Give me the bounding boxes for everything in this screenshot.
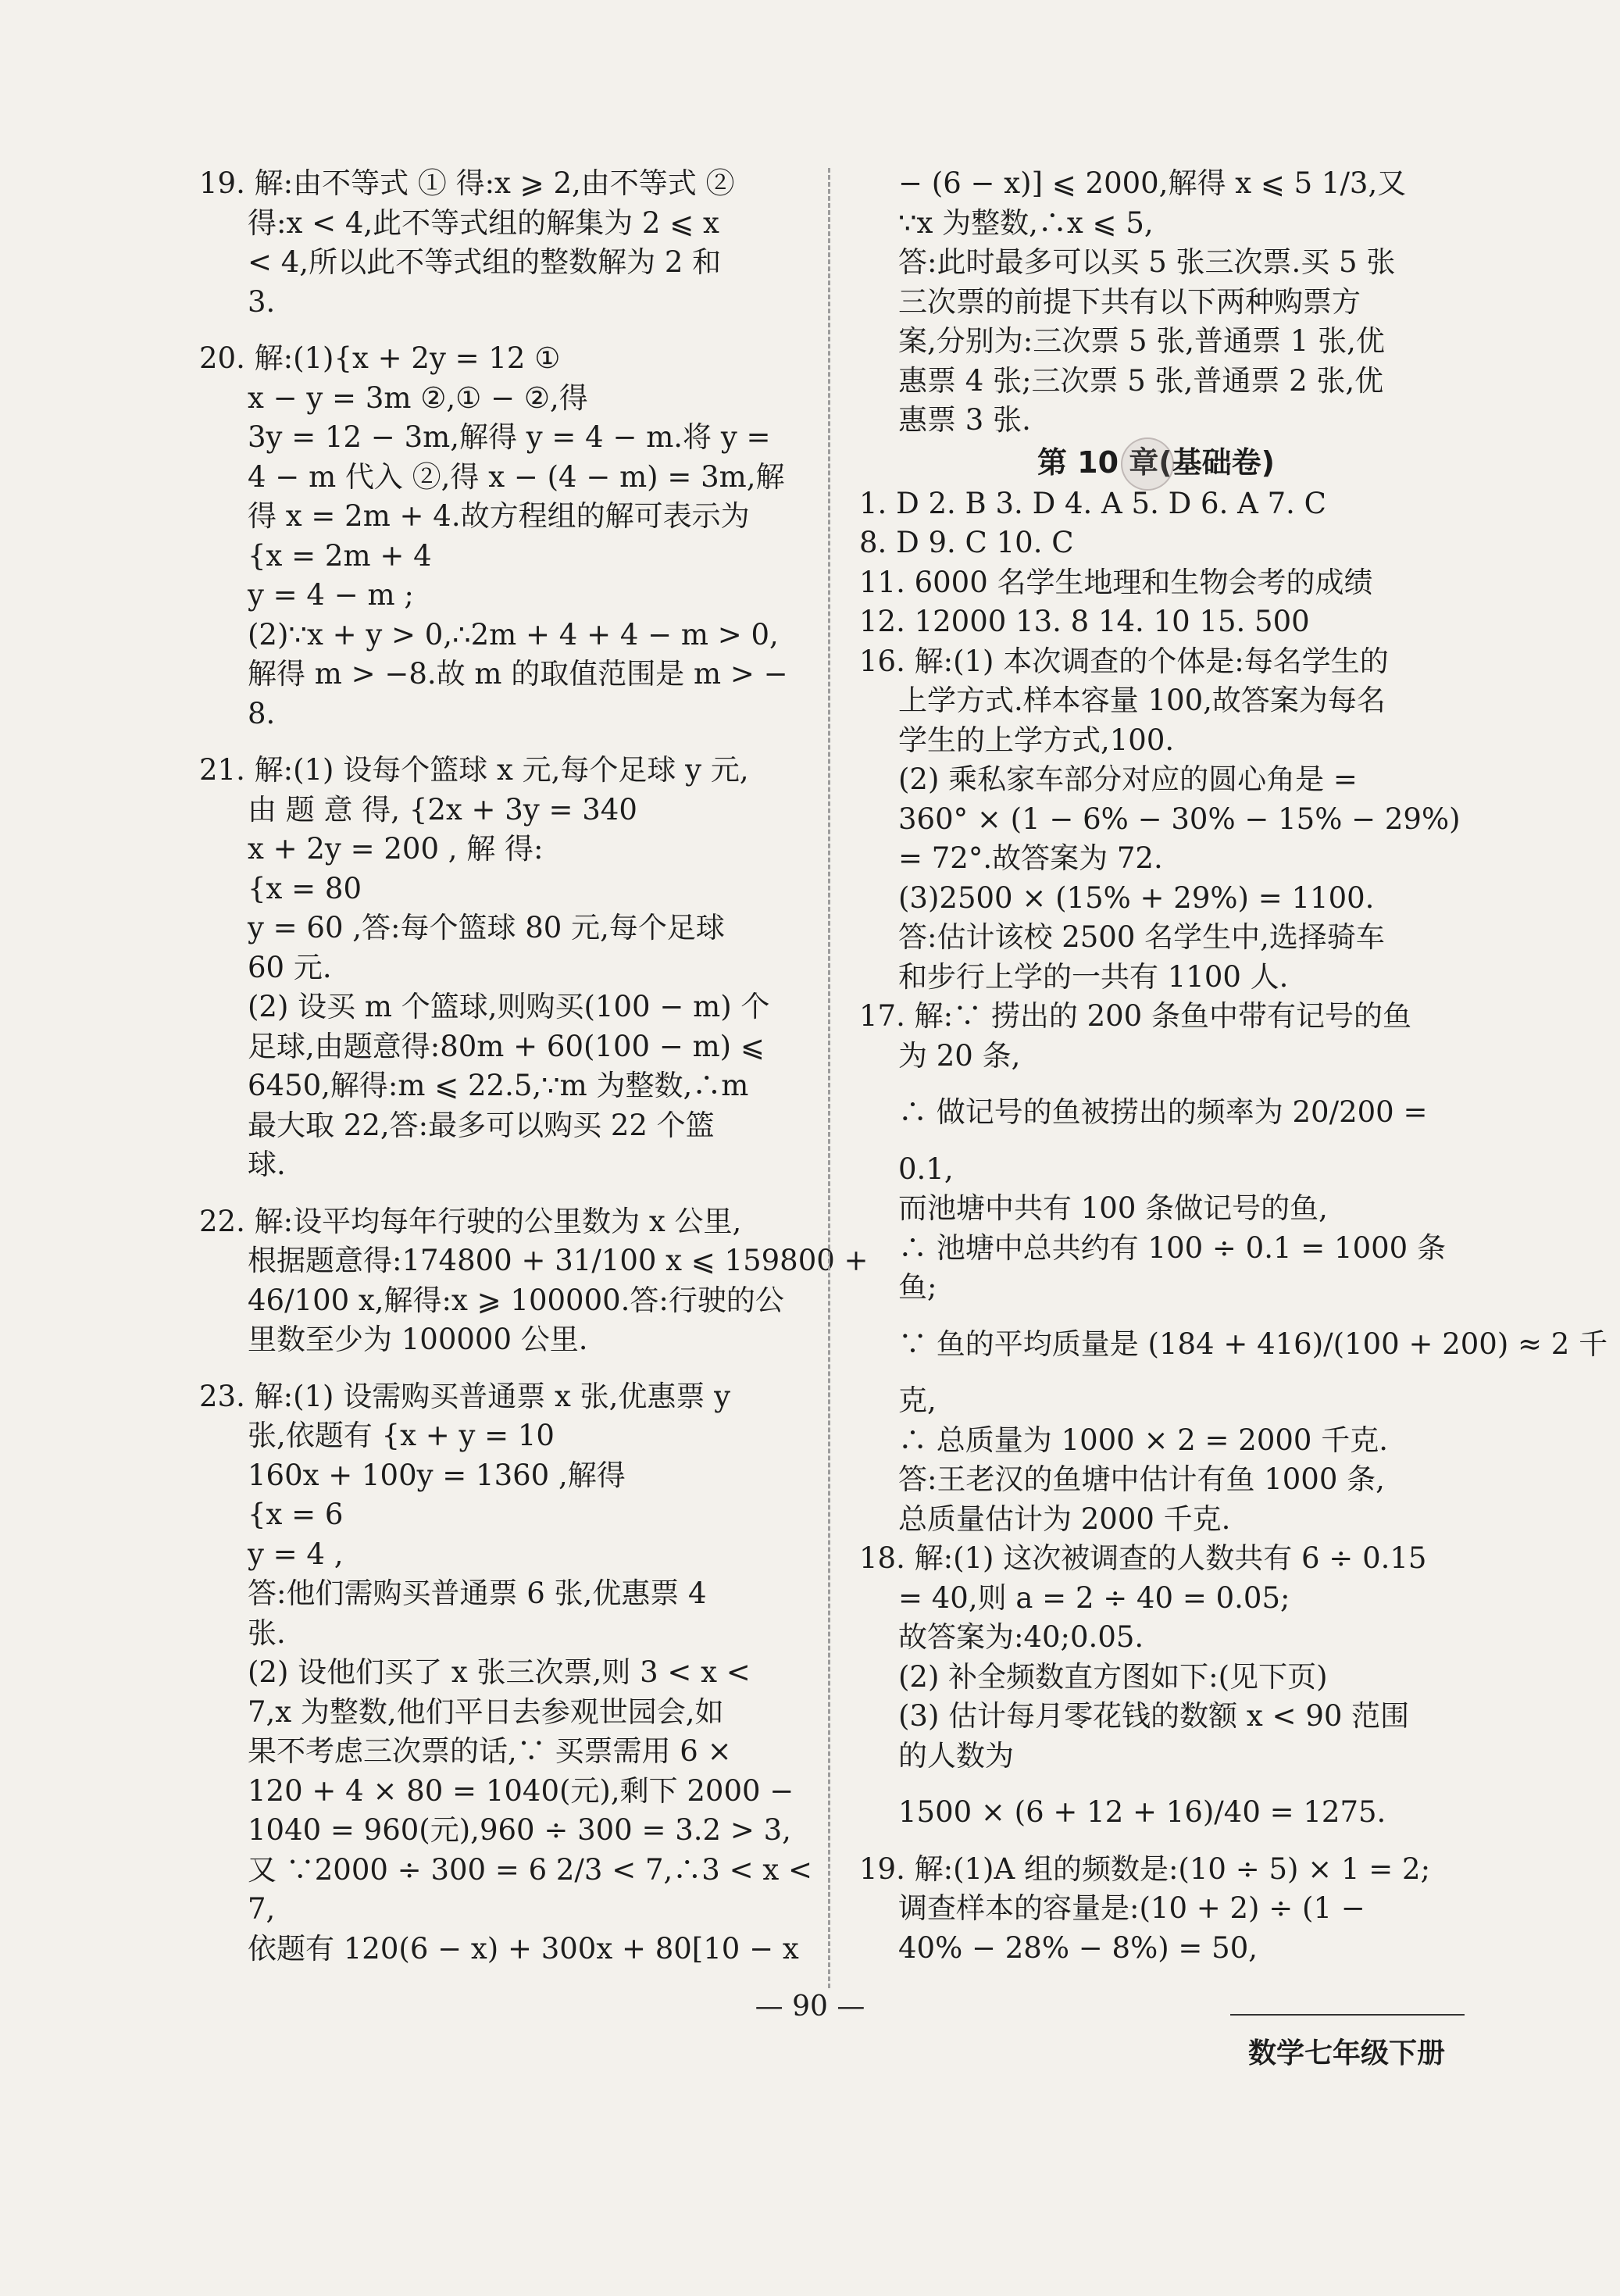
text-line: (3)2500 × (15% + 29%) = 1100. (898, 880, 1375, 915)
text-line: 23. 解:(1) 设需购买普通票 x 张,优惠票 y (199, 1379, 731, 1413)
text-line: 案,分别为:三次票 5 张,普通票 1 张,优 (898, 324, 1385, 358)
text-line: y = 4 − m ; (248, 578, 414, 612)
text-line: 3y = 12 − 3m,解得 y = 4 − m.将 y = (248, 420, 771, 454)
text-line: (2) 设买 m 个篮球,则购买(100 − m) 个 (248, 990, 770, 1023)
text-line: 21. 解:(1) 设每个篮球 x 元,每个足球 y 元, (199, 753, 749, 787)
text-line: 故答案为:40;0.05. (898, 1620, 1144, 1654)
text-line: 和步行上学的一共有 1100 人. (898, 959, 1289, 994)
text-line: 20. 解:(1){x + 2y = 12 ① (199, 341, 561, 375)
text-line: 三次票的前提下共有以下两种购票方 (898, 284, 1361, 319)
text-line: 根据题意得:174800 + 31/100 x ⩽ 159800 + (248, 1244, 869, 1277)
text-line: 答:王老汉的鱼塘中估计有鱼 1000 条, (898, 1462, 1385, 1496)
text-line: 调查样本的容量是:(10 + 2) ÷ (1 − (898, 1891, 1365, 1925)
text-line: 由 题 意 得, {2x + 3y = 340 (248, 792, 637, 827)
text-line: 答:估计该校 2500 名学生中,选择骑车 (898, 920, 1385, 954)
text-line: 1040 = 960(元),960 ÷ 300 = 3.2 > 3, (248, 1813, 791, 1847)
text-line: 6450,解得:m ⩽ 22.5,∵m 为整数,∴m (248, 1069, 749, 1102)
text-line: 球. (248, 1148, 286, 1181)
text-line: 依题有 120(6 − x) + 300x + 80[10 − x (248, 1931, 799, 1966)
text-line: 11. 6000 名学生地理和生物会考的成绩 (859, 565, 1373, 599)
text-line: 得:x < 4,此不等式组的解集为 2 ⩽ x (248, 205, 719, 240)
text-line: 学生的上学方式,100. (898, 723, 1175, 757)
chapter-heading-text: 第 10 章(基础卷) (1037, 445, 1276, 480)
text-line: (2) 乘私家车部分对应的圆心角是 = (898, 762, 1358, 796)
text-line: 7, (248, 1892, 276, 1926)
text-line: 120 + 4 × 80 = 1040(元),剩下 2000 − (248, 1773, 794, 1808)
text-line: (3) 估计每月零花钱的数额 x < 90 范围 (898, 1699, 1410, 1733)
left-column (199, 164, 869, 1969)
text-line: 的人数为 (898, 1738, 1014, 1773)
text-line: 4 − m 代入 ②,得 x − (4 − m) = 3m,解 (248, 459, 785, 494)
text-line: 3. (248, 284, 276, 319)
text-line: 惠票 3 张. (898, 403, 1031, 437)
text-line: 张. (248, 1616, 286, 1650)
text-line: ∴ 池塘中总共约有 100 ÷ 0.1 = 1000 条 (898, 1230, 1446, 1265)
stamp-seal-icon (1121, 437, 1174, 491)
text-line: < 4,所以此不等式组的整数解为 2 和 (248, 245, 722, 279)
text-line: 360° × (1 − 6% − 30% − 15% − 29%) (898, 802, 1461, 836)
text-line: 克, (898, 1384, 937, 1417)
text-line: 而池塘中共有 100 条做记号的鱼, (898, 1191, 1328, 1225)
text-line: 160x + 100y = 1360 ,解得 (248, 1458, 626, 1492)
page-number: — 90 — (755, 1991, 865, 2023)
text-line: ∵x 为整数,∴x ⩽ 5, (898, 205, 1154, 240)
text-line: x + 2y = 200 , 解 得: (248, 832, 544, 866)
text-line: 鱼; (898, 1270, 937, 1304)
footer-rule (1230, 2014, 1465, 2016)
text-line: 0.1, (898, 1152, 954, 1186)
text-line: (2)∵x + y > 0,∴2m + 4 + 4 − m > 0, (248, 617, 779, 652)
text-line: 46/100 x,解得:x ⩾ 100000.答:行驶的公 (248, 1283, 784, 1317)
text-line: 18. 解:(1) 这次被调查的人数共有 6 ÷ 0.15 (859, 1541, 1427, 1575)
text-line: 16. 解:(1) 本次调查的个体是:每名学生的 (859, 644, 1389, 678)
text-line: = 72°.故答案为 72. (898, 841, 1163, 875)
book-title: 数学七年级下册 (1248, 2037, 1446, 2069)
text-line: 又 ∵2000 ÷ 300 = 6 2/3 < 7,∴3 < x < (248, 1852, 812, 1887)
text-line: x − y = 3m ②,① − ②,得 (248, 380, 588, 415)
text-line: − (6 − x)] ⩽ 2000,解得 x ⩽ 5 1/3,又 (898, 166, 1407, 200)
text-line: 答:此时最多可以买 5 张三次票.买 5 张 (898, 245, 1396, 279)
text-line: 17. 解:∵ 捞出的 200 条鱼中带有记号的鱼 (859, 999, 1411, 1033)
text-line: 19. 解:由不等式 ① 得:x ⩾ 2,由不等式 ② (199, 166, 735, 200)
text-line: (2) 补全频数直方图如下:(见下页) (898, 1659, 1328, 1694)
text-line: 1. D 2. B 3. D 4. A 5. D 6. A 7. C (859, 486, 1326, 520)
text-line: 为 20 条, (898, 1038, 1021, 1073)
text-line: 里数至少为 100000 公里. (248, 1323, 588, 1356)
text-line: 足球,由题意得:80m + 60(100 − m) ⩽ (248, 1029, 765, 1063)
text-line: y = 60 ,答:每个篮球 80 元,每个足球 (248, 911, 725, 944)
text-line: 19. 解:(1)A 组的频数是:(10 ÷ 5) × 1 = 2; (859, 1851, 1431, 1886)
text-line: ∴ 做记号的鱼被捞出的频率为 20/200 = (898, 1095, 1428, 1129)
text-line: 果不考虑三次票的话,∵ 买票需用 6 × (248, 1734, 732, 1768)
text-line: 总质量估计为 2000 千克. (898, 1502, 1231, 1536)
text-line: {x = 2m + 4 (248, 538, 432, 573)
text-line: (2) 设他们买了 x 张三次票,则 3 < x < (248, 1655, 751, 1689)
text-line: 张,依题有 {x + y = 10 (248, 1419, 555, 1452)
right-column (859, 164, 1608, 1968)
chapter-heading (859, 441, 1453, 484)
text-line: {x = 6 (248, 1498, 344, 1531)
text-line: ∴ 总质量为 1000 × 2 = 2000 千克. (898, 1423, 1388, 1457)
text-line: 1500 × (6 + 12 + 16)/40 = 1275. (898, 1795, 1386, 1829)
text-line: 解得 m > −8.故 m 的取值范围是 m > − (248, 657, 788, 691)
text-line: ∵ 鱼的平均质量是 (184 + 416)/(100 + 200) ≈ 2 千 (898, 1327, 1608, 1361)
text-line: 答:他们需购买普通票 6 张,优惠票 4 (248, 1576, 707, 1610)
text-line: 12. 12000 13. 8 14. 10 15. 500 (859, 605, 1310, 638)
column-divider (828, 168, 830, 1988)
text-line: 60 元. (248, 950, 332, 984)
text-line: y = 4 , (248, 1537, 344, 1571)
text-line: 8. D 9. C 10. C (859, 526, 1074, 559)
text-line: = 40,则 a = 2 ÷ 40 = 0.05; (898, 1580, 1290, 1615)
text-line: 得 x = 2m + 4.故方程组的解可表示为 (248, 499, 750, 533)
text-line: 22. 解:设平均每年行驶的公里数为 x 公里, (199, 1204, 742, 1238)
text-line: 最大取 22,答:最多可以购买 22 个篮 (248, 1108, 715, 1142)
text-line: {x = 80 (248, 871, 362, 905)
text-line: 40% − 28% − 8%) = 50, (898, 1930, 1258, 1965)
text-line: 惠票 4 张;三次票 5 张,普通票 2 张,优 (898, 363, 1384, 398)
text-line: 8. (248, 696, 276, 730)
text-line: 7,x 为整数,他们平日去参观世园会,如 (248, 1694, 724, 1729)
text-line: 上学方式.样本容量 100,故答案为每名 (898, 684, 1386, 717)
